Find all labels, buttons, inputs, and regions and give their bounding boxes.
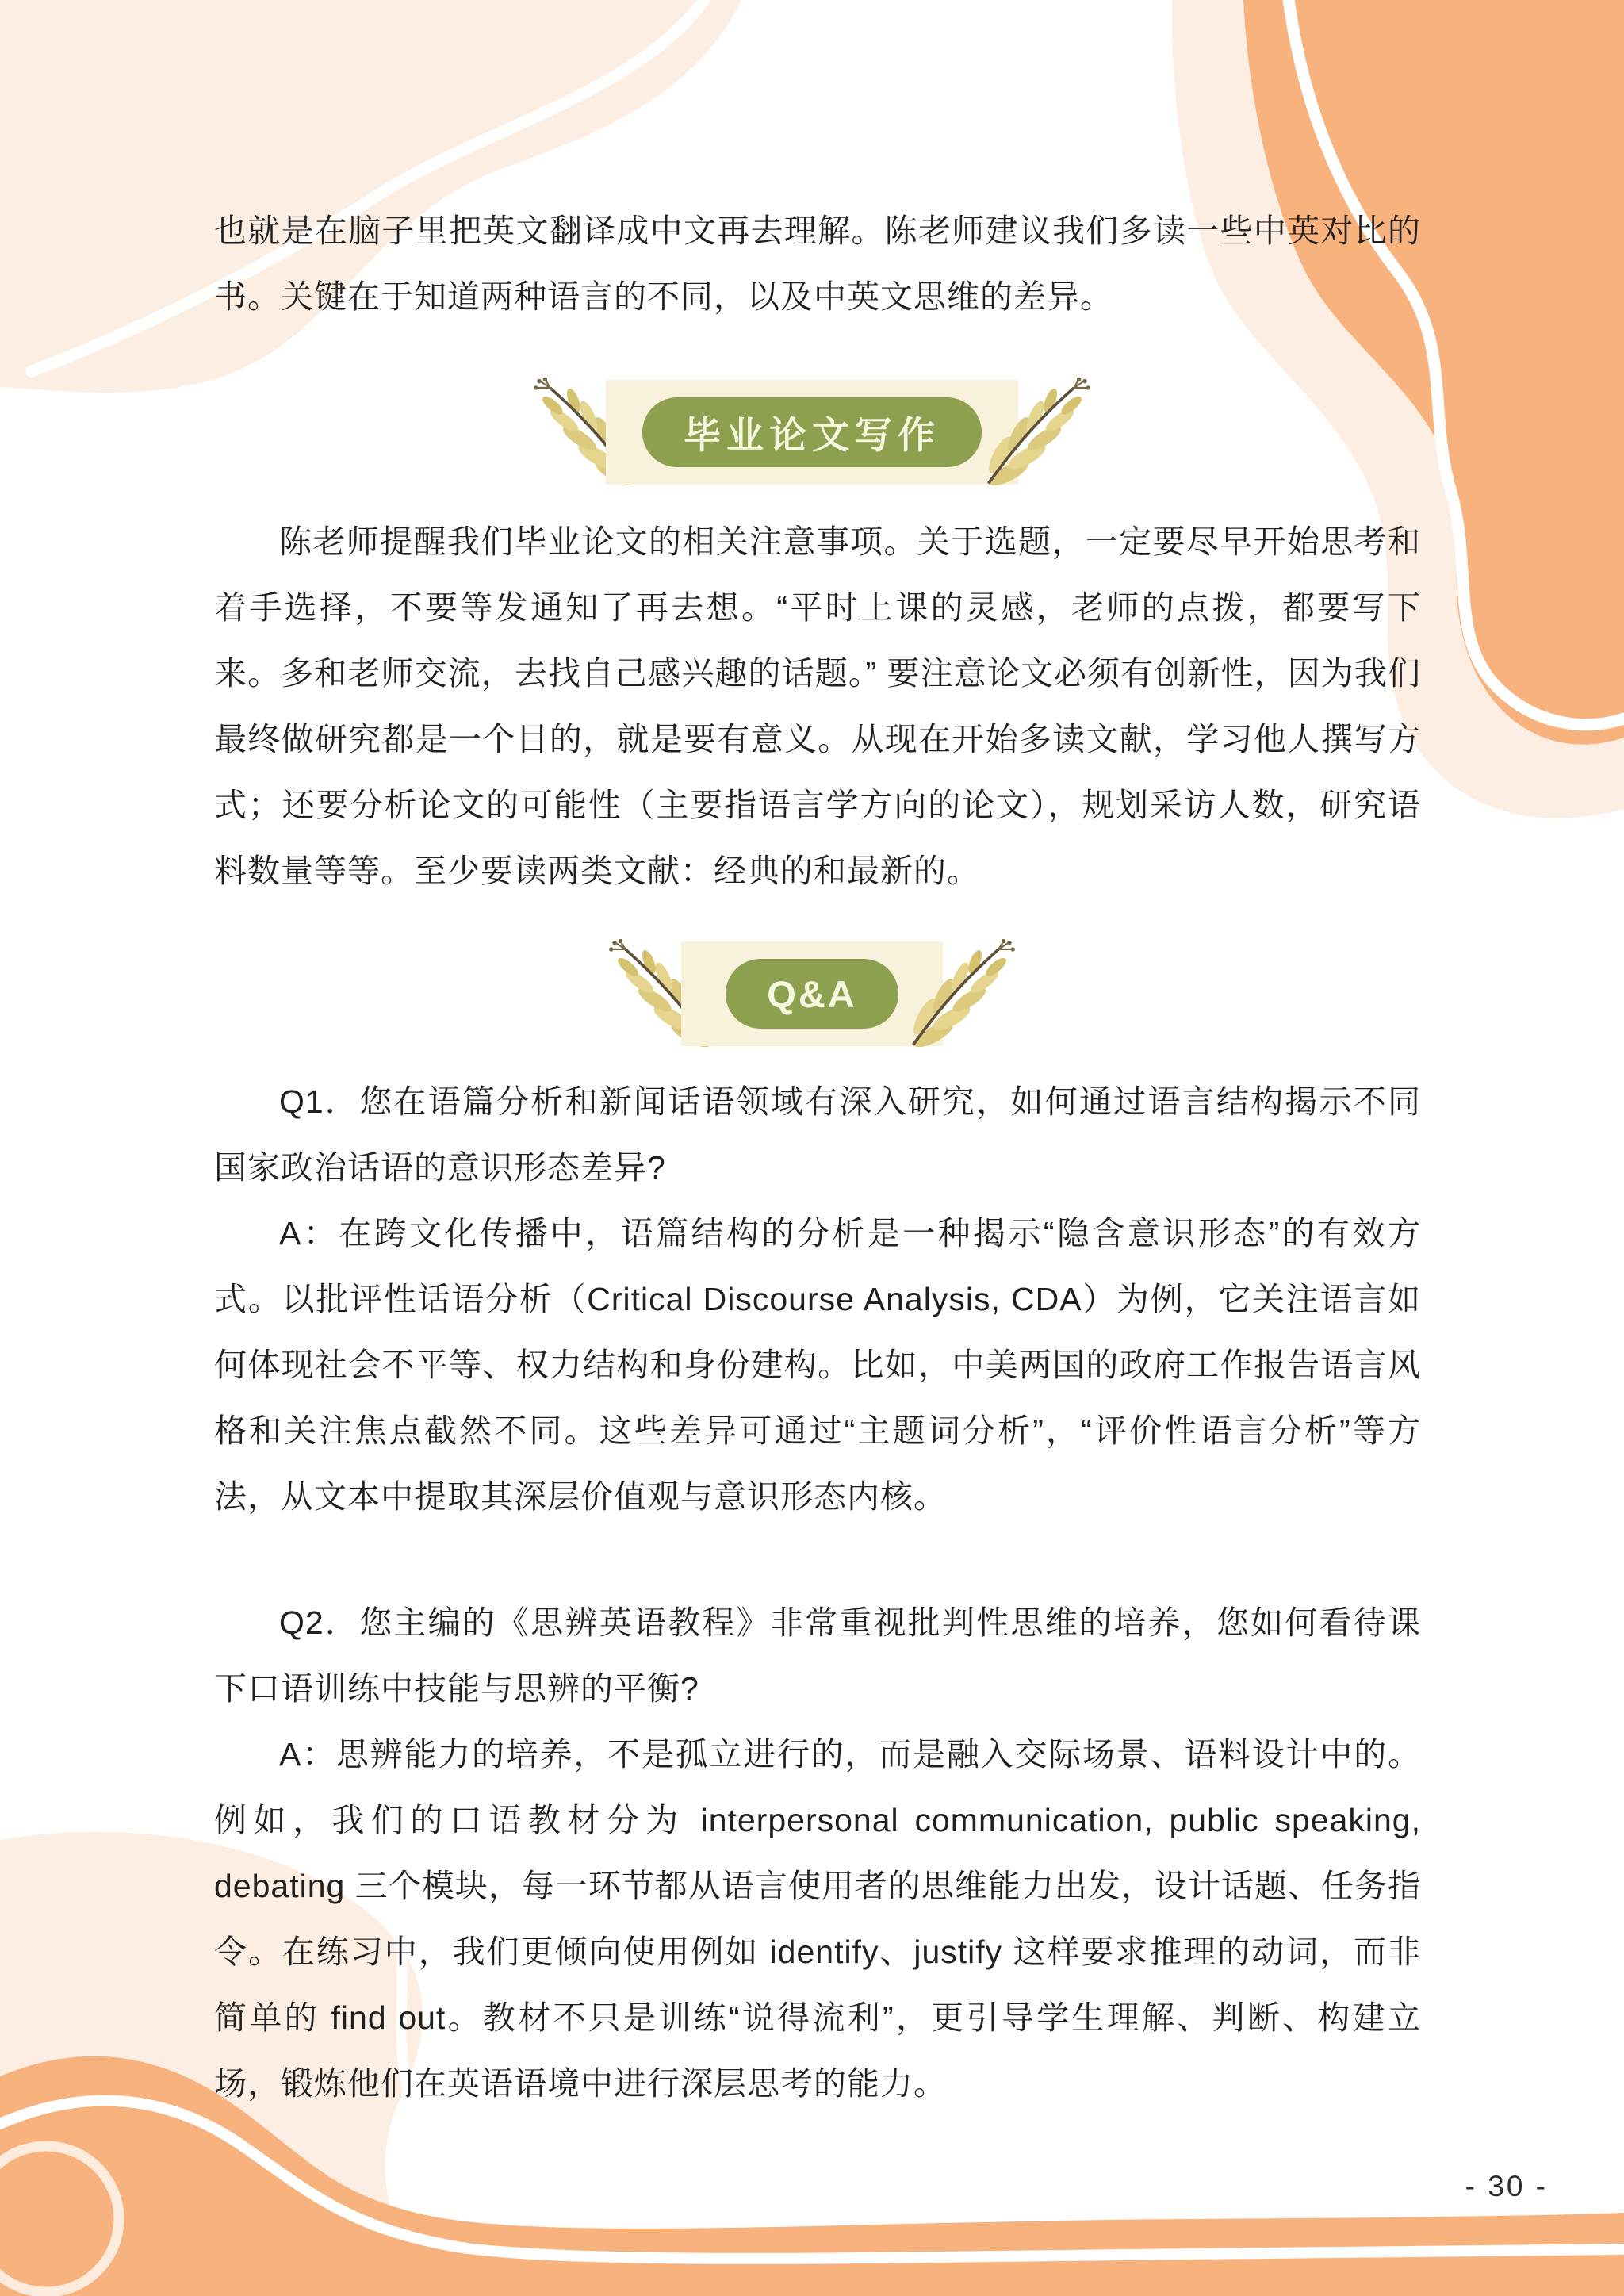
answer-1: A：在跨文化传播中，语篇结构的分析是一种揭示“隐含意识形态”的有效方式。以批评性话语分析（Critical Discourse Analysis, CDA）为例，它关注语言如何体现社会不平等、权力结构和身份建构。比如，中美两国的政府工作报告语言风格和关注焦点截然不同。这些差异可通过“主题词分析”，“评价性语言分析”等方法，从文本中提取其深层价值观与意识形态内核。 bbox=[214, 1215, 1421, 1515]
question-1: Q1．您在语篇分析和新闻话语领域有深入研究，如何通过语言结构揭示不同国家政治话语的意识形态差异? bbox=[214, 1083, 1421, 1186]
badge-plate bbox=[681, 941, 943, 1046]
thesis-writing-paragraph: 陈老师提醒我们毕业论文的相关注意事项。关于选题，一定要尽早开始思考和着手选择，不要等发通知了再去想。“平时上课的灵感，老师的点拨，都要写下来。多和老师交流，去找自己感兴趣的话题。” 要注意论文必须有创新性，因为我们最终做研究都是一个目的，就是要有意义。从现在开始多读文献，学习他人撰写方式；还要分析论文的可能性（主要指语言学方向的论文），规划采访人数，研究语料数量等等。至少要读两类文献：经典的和最新的。 bbox=[214, 523, 1421, 889]
page-number: - 30 - bbox=[1465, 2170, 1548, 2202]
section-badge-qa bbox=[600, 934, 1024, 1053]
section-badge-thesis-writing bbox=[525, 373, 1099, 492]
badge-plate bbox=[606, 380, 1018, 485]
badge-label-qa: Q&A bbox=[726, 959, 898, 1029]
laurel-branch-right-icon bbox=[982, 378, 1099, 487]
intro-paragraph: 也就是在脑子里把英文翻译成中文再去理解。陈老师建议我们多读一些中英对比的书。关键在于知道两种语言的不同，以及中英文思维的差异。 bbox=[214, 213, 1421, 315]
answer-2: A：思辨能力的培养，不是孤立进行的，而是融入交际场景、语料设计中的。例如，我们的口语教材分为 interpersonal communication, public speaking, debating 三个模块，每一环节都从语言使用者的思维能力出发，设计话题、任务指令。在练习中，我们更倾向使用例如 identify、justify 这样要求推理的动词，而非简单的 find out。教材不只是训练“说得流利”，更引导学生理解、判断、构建立场，锻炼他们在英语语境中进行深层思考的能力。 bbox=[214, 1736, 1421, 2102]
laurel-branch-right-icon bbox=[906, 939, 1024, 1048]
qa-item-1 bbox=[214, 1069, 1421, 1530]
qa-item-2 bbox=[214, 1590, 1421, 2117]
badge-label-thesis-writing: 毕业论文写作 bbox=[642, 397, 982, 467]
question-2: Q2．您主编的《思辨英语教程》非常重视批判性思维的培养，您如何看待课下口语训练中技能与思辨的平衡? bbox=[214, 1604, 1421, 1707]
